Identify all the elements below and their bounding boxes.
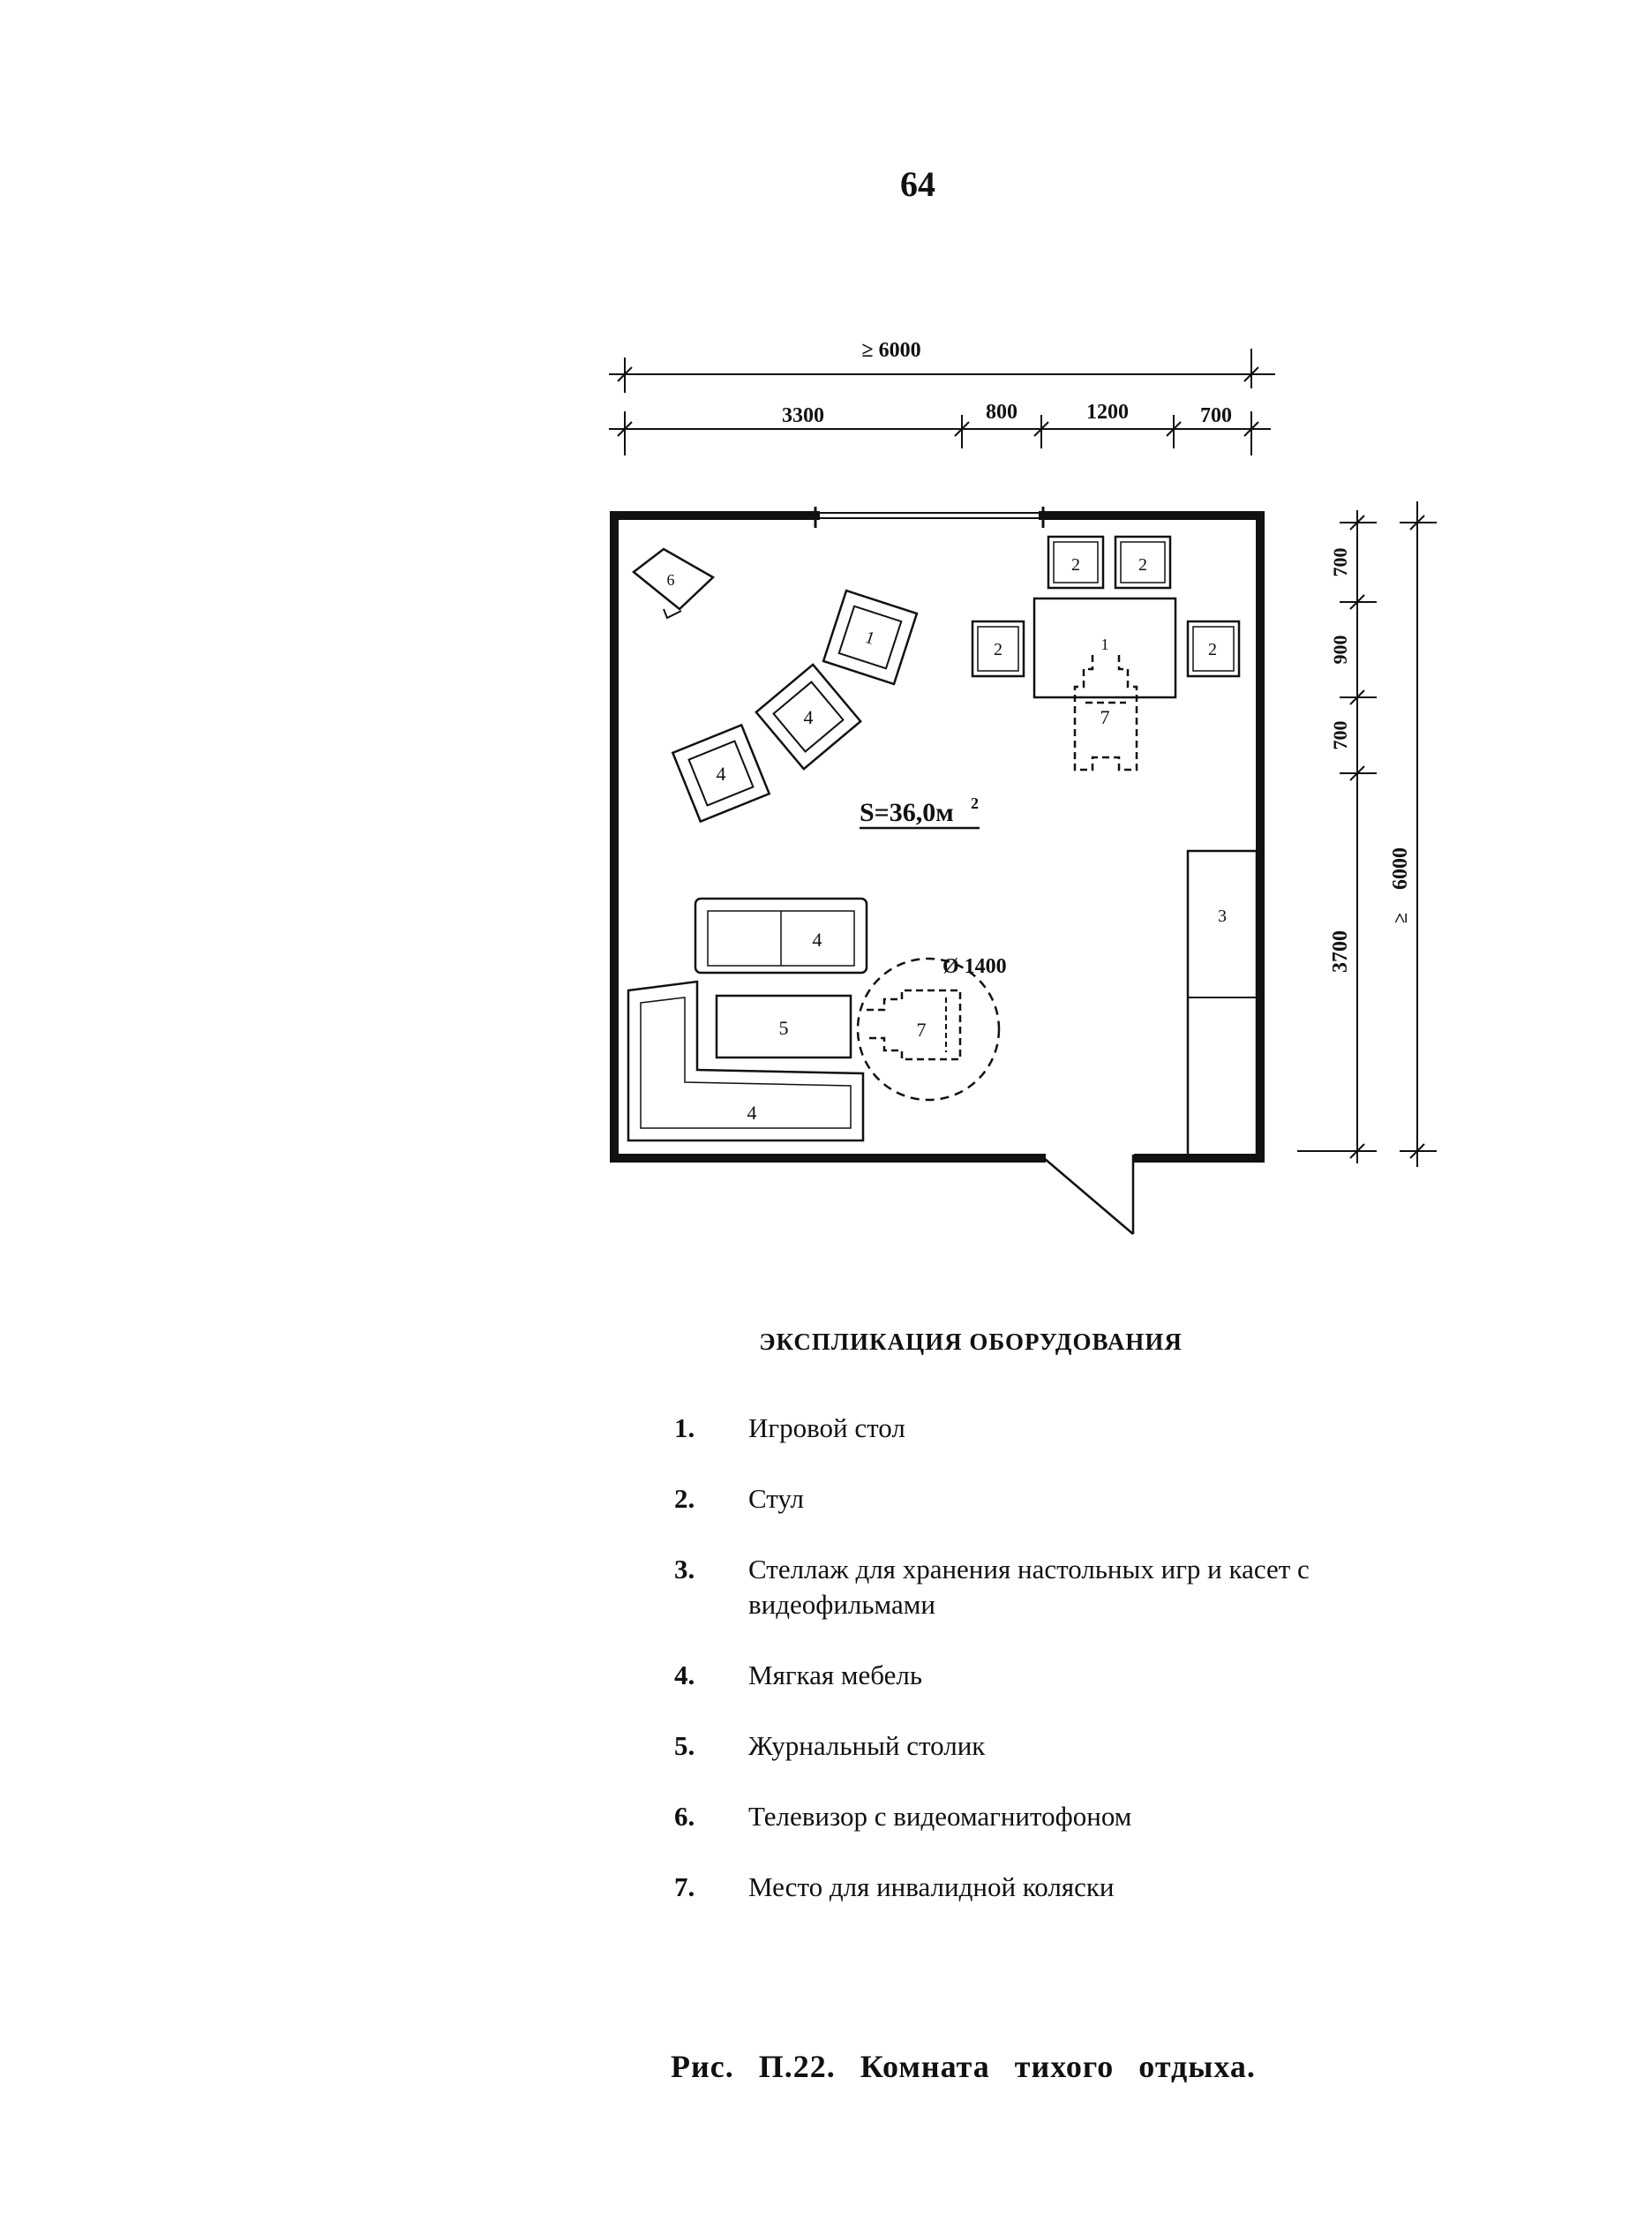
dim-1200: 1200 bbox=[1086, 401, 1129, 424]
svg-text:6: 6 bbox=[666, 571, 675, 589]
svg-text:3: 3 bbox=[1218, 907, 1227, 926]
shelf-3 bbox=[1188, 851, 1257, 1156]
legend-item bbox=[674, 1870, 1366, 1905]
figure-caption-title: Комната тихого отдыха. bbox=[860, 2049, 1256, 2084]
legend-item-text: Стул bbox=[748, 1483, 805, 1514]
wheelchair-turning-circle bbox=[858, 955, 1007, 1100]
legend-item-text: Телевизор с видеомагнитофоном bbox=[748, 1801, 1132, 1832]
svg-text:2: 2 bbox=[1208, 640, 1217, 659]
legend-item-text: Стеллаж для хранения настольных игр и касет с видеофильмами bbox=[748, 1554, 1310, 1620]
page-number: 64 bbox=[900, 164, 935, 204]
svg-text:Ø 1400: Ø 1400 bbox=[942, 955, 1007, 978]
legend-item bbox=[674, 1411, 1366, 1446]
game-table bbox=[1034, 598, 1175, 697]
armchair-1 bbox=[823, 591, 917, 684]
legend-item bbox=[674, 1728, 1366, 1764]
legend-item bbox=[674, 1481, 1366, 1517]
legend-item-text: Место для инвалидной коляски bbox=[748, 1871, 1115, 1902]
legend-item-number: 4. bbox=[674, 1660, 695, 1690]
svg-text:2: 2 bbox=[994, 640, 1002, 659]
legend-item bbox=[674, 1658, 1366, 1693]
chair-left bbox=[972, 621, 1024, 676]
legend-title: ЭКСПЛИКАЦИЯ ОБОРУДОВАНИЯ bbox=[759, 1329, 1183, 1355]
legend-item bbox=[674, 1552, 1366, 1622]
dim-800: 800 bbox=[986, 401, 1017, 424]
dim-overall-right: 6000 bbox=[1389, 847, 1412, 890]
dim-overall-right-prefix: ≥ bbox=[1389, 912, 1411, 924]
svg-text:1: 1 bbox=[1100, 636, 1109, 653]
dim-overall-top: ≥ 6000 bbox=[861, 339, 921, 362]
armchair-4-low bbox=[672, 725, 769, 821]
legend-item-text: Игровой стол bbox=[748, 1412, 905, 1443]
chair-top-right bbox=[1115, 537, 1170, 588]
svg-text:2: 2 bbox=[971, 794, 979, 812]
dim-700-a: 700 bbox=[1329, 547, 1351, 577]
dim-700-b: 700 bbox=[1329, 720, 1351, 750]
svg-text:2: 2 bbox=[1071, 555, 1080, 575]
svg-text:4: 4 bbox=[812, 929, 822, 951]
chair-right bbox=[1188, 621, 1239, 676]
wheelchair-table-label: 7 bbox=[1100, 706, 1110, 728]
legend-item-number: 7. bbox=[674, 1871, 695, 1902]
armchair-4-mid bbox=[756, 665, 860, 769]
legend-item bbox=[674, 1799, 1366, 1834]
sofa-back bbox=[695, 899, 867, 973]
legend-item-number: 6. bbox=[674, 1801, 695, 1832]
chair-top-left bbox=[1048, 537, 1103, 588]
coffee-table bbox=[717, 996, 851, 1058]
svg-text:5: 5 bbox=[778, 1017, 789, 1039]
legend-item-number: 2. bbox=[674, 1483, 695, 1514]
dim-900: 900 bbox=[1329, 635, 1351, 665]
legend-item-number: 5. bbox=[674, 1730, 695, 1761]
svg-text:4: 4 bbox=[716, 763, 726, 785]
area-label bbox=[860, 794, 980, 828]
svg-text:4: 4 bbox=[803, 706, 814, 728]
legend-item-number: 1. bbox=[674, 1412, 695, 1443]
tv-6 bbox=[634, 549, 713, 618]
legend-list bbox=[674, 1411, 1366, 1940]
legend-item-number: 3. bbox=[674, 1554, 695, 1584]
legend-item-text: Журнальный столик bbox=[748, 1730, 986, 1761]
dim-3700: 3700 bbox=[1329, 930, 1352, 973]
dim-700-top: 700 bbox=[1200, 404, 1232, 427]
svg-text:1: 1 bbox=[862, 627, 877, 649]
figure-caption bbox=[671, 2048, 1256, 2085]
figure-caption-label: Рис. П.22. bbox=[671, 2049, 836, 2084]
legend-item-text: Мягкая мебель bbox=[748, 1660, 923, 1690]
svg-text:2: 2 bbox=[1138, 555, 1147, 575]
svg-text:7: 7 bbox=[916, 1019, 927, 1041]
svg-text:S=36,0м: S=36,0м bbox=[860, 798, 954, 827]
dim-3300: 3300 bbox=[782, 404, 824, 427]
sofa-corner-label: 4 bbox=[747, 1102, 757, 1124]
